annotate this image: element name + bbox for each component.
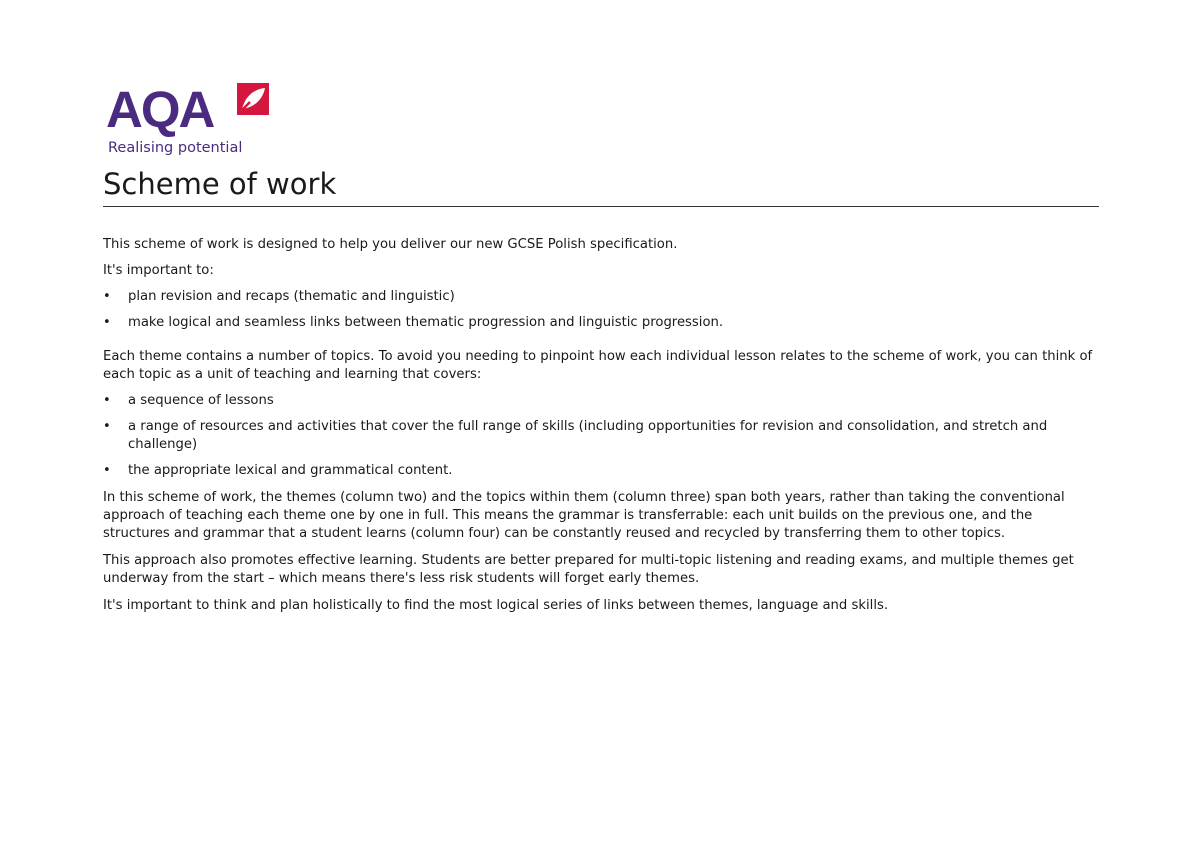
- list-item: [103, 462, 1093, 480]
- list-item: [103, 288, 1093, 306]
- title-divider: [103, 206, 1099, 207]
- bullet-icon: •: [103, 393, 111, 408]
- important-list: [103, 288, 1093, 332]
- leaf-in-square-icon: [234, 80, 272, 118]
- document-body: [103, 236, 1093, 615]
- approach-paragraph: This approach also promotes effective learning. Students are better prepared for multi-topic listening and reading exams, and multiple themes get underway from the start – which means there's less risk students will forget early themes.: [103, 553, 1074, 586]
- list-item-text: the appropriate lexical and grammatical content.: [128, 463, 453, 478]
- list-item: [103, 314, 1093, 332]
- covers-list: [103, 392, 1093, 480]
- list-item-text: plan revision and recaps (thematic and linguistic): [128, 289, 455, 304]
- important-lead: It's important to:: [103, 263, 214, 278]
- aqa-logo: [106, 78, 276, 160]
- list-item: [103, 418, 1093, 454]
- bullet-icon: •: [103, 315, 111, 330]
- list-item-text: a range of resources and activities that cover the full range of skills (including opportunities for revision and consolidation, and stretch and challenge): [128, 419, 1048, 452]
- columns-paragraph: In this scheme of work, the themes (column two) and the topics within them (column three) span both years, rather than taking the conventional approach of teaching each theme one by one in full. This means the grammar is transferrable: each unit builds on the previous one, and the structures and grammar that a student learns (column four) can be constantly reused and recycled by transferring them to other topics.: [103, 490, 1065, 541]
- list-item-text: make logical and seamless links between thematic progression and linguistic progression.: [128, 315, 724, 330]
- logo-tagline: Realising potential: [108, 140, 243, 156]
- bullet-icon: •: [103, 289, 111, 304]
- bullet-icon: •: [103, 419, 111, 434]
- closing-paragraph: It's important to think and plan holistically to find the most logical series of links between themes, language and skills.: [103, 598, 889, 613]
- logo-wordmark: AQA: [106, 81, 214, 138]
- bullet-icon: •: [103, 463, 111, 478]
- page-title: Scheme of work: [103, 167, 337, 201]
- list-item-text: a sequence of lessons: [128, 393, 274, 408]
- themes-paragraph: Each theme contains a number of topics. To avoid you needing to pinpoint how each individual lesson relates to the scheme of work, you can think of each topic as a unit of teaching and learning that covers:: [103, 349, 1093, 382]
- list-item: [103, 392, 1093, 410]
- intro-paragraph: This scheme of work is designed to help you deliver our new GCSE Polish specification.: [103, 237, 678, 252]
